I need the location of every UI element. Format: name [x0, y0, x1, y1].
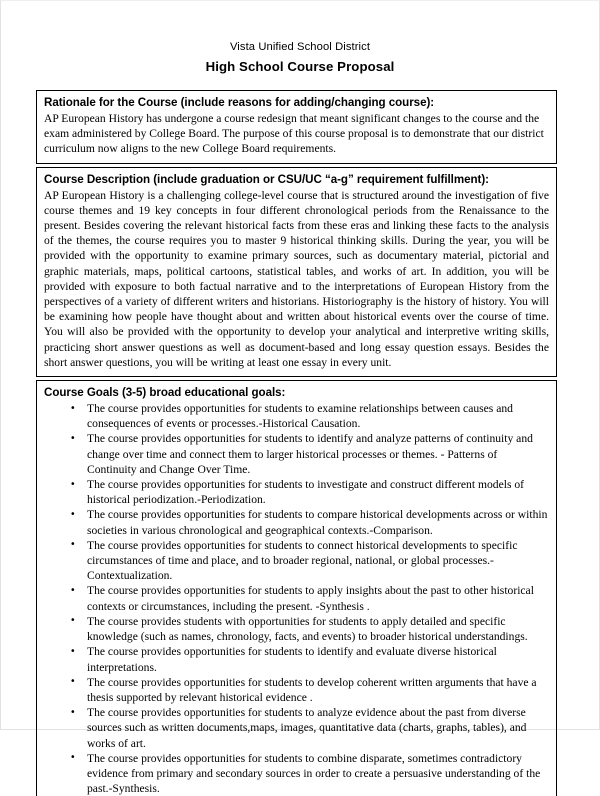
document-body: [36, 90, 557, 796]
section-course-goals-heading: Course Goals (3-5) broad educational goals:: [44, 386, 286, 400]
course-goal-item: • The course provides students with opportunities for students to apply detailed and specific knowledge (such as names, chronology, facts, and events) to broader historical understandings.: [44, 614, 549, 644]
course-goal-item: • The course provides opportunities for students to apply insights about the past to other historical contexts or circumstances, including the present. -Synthesis .: [44, 583, 549, 613]
course-goal-item: • The course provides opportunities for students to investigate and construct different models of historical periodization.-Periodization.: [44, 477, 549, 507]
section-course-description: [36, 167, 557, 377]
section-course-description-body: AP European History is a challenging college-level course that is structured around the investigation of five course themes and 19 key concepts in four different chronological periods from the Renaissance to the present. Besides covering the relevant historical facts from these eras and linking these facts to the analysis of the themes, the course requires you to master 9 historical thinking skills. During the year, you will be provided with the opportunity to examine primary sources, such as documentary material, pictorial and graphic materials, maps, political cartoons, statistical tables, and works of art. In addition, you will be provided with exposure to both factual narrative and to the interpretations of European History from the perspectives of a variety of different writers and historians. Historiography is the history of history. You will be examining how people have thought about and written about historical events over the course of time. You will also be provided with the opportunity to develop your analytical and interpretive writing skills, practicing short answer questions as well as document-based and long essay question essays. Besides the short answer questions, you will be writing at least one essay in every unit.: [44, 188, 549, 369]
section-course-goals: [36, 380, 557, 796]
course-goal-item: • The course provides opportunities for students to identify and evaluate diverse historical interpretations.: [44, 644, 549, 674]
section-course-description-heading: Course Description (include graduation or CSU/UC “a-g” requirement fulfillment):: [44, 172, 489, 186]
letterhead: [1, 1, 599, 76]
course-goal-item: • The course provides opportunities for students to compare historical developments across or within societies in various chronological and geographical contexts.-Comparison.: [44, 507, 549, 537]
section-rationale-body: AP European History has undergone a course redesign that meant significant changes to the course and the exam administered by College Board. The purpose of this course proposal is to demonstrate that our district curriculum now aligns to the new College Board requirements.: [44, 112, 544, 156]
course-goals-list: [44, 401, 549, 796]
section-rationale-heading: Rationale for the Course (include reasons for adding/changing course):: [44, 96, 435, 109]
course-goal-item: • The course provides opportunities for students to develop coherent written arguments that have a thesis supported by relevant historical evidence .: [44, 675, 549, 705]
course-goal-item: • The course provides opportunities for students to analyze evidence about the past from diverse sources such as written documents,maps, images, quantitative data (charts, graphs, tables), and works of art.: [44, 705, 549, 751]
course-goal-item: • The course provides opportunities for students to connect historical developments to specific circumstances of time and place, and to broader regional, national, or global processes.-Contextualization.: [44, 538, 549, 584]
course-goal-item: • The course provides opportunities for students to examine relationships between causes and consequences of events or processes.-Historical Causation.: [44, 401, 549, 431]
course-goal-item: • The course provides opportunities for students to combine disparate, sometimes contradictory evidence from primary and secondary sources in order to create a persuasive understanding of the past.-Synthesis.: [44, 751, 549, 796]
page-title: High School Course Proposal: [205, 59, 395, 74]
section-rationale: [36, 90, 557, 164]
district-name: Vista Unified School District: [229, 41, 371, 53]
course-goal-item: • The course provides opportunities for students to identify and analyze patterns of continuity and change over time and connect them to larger historical processes or themes. - Patterns of Continuity and Change Over Time.: [44, 431, 549, 477]
